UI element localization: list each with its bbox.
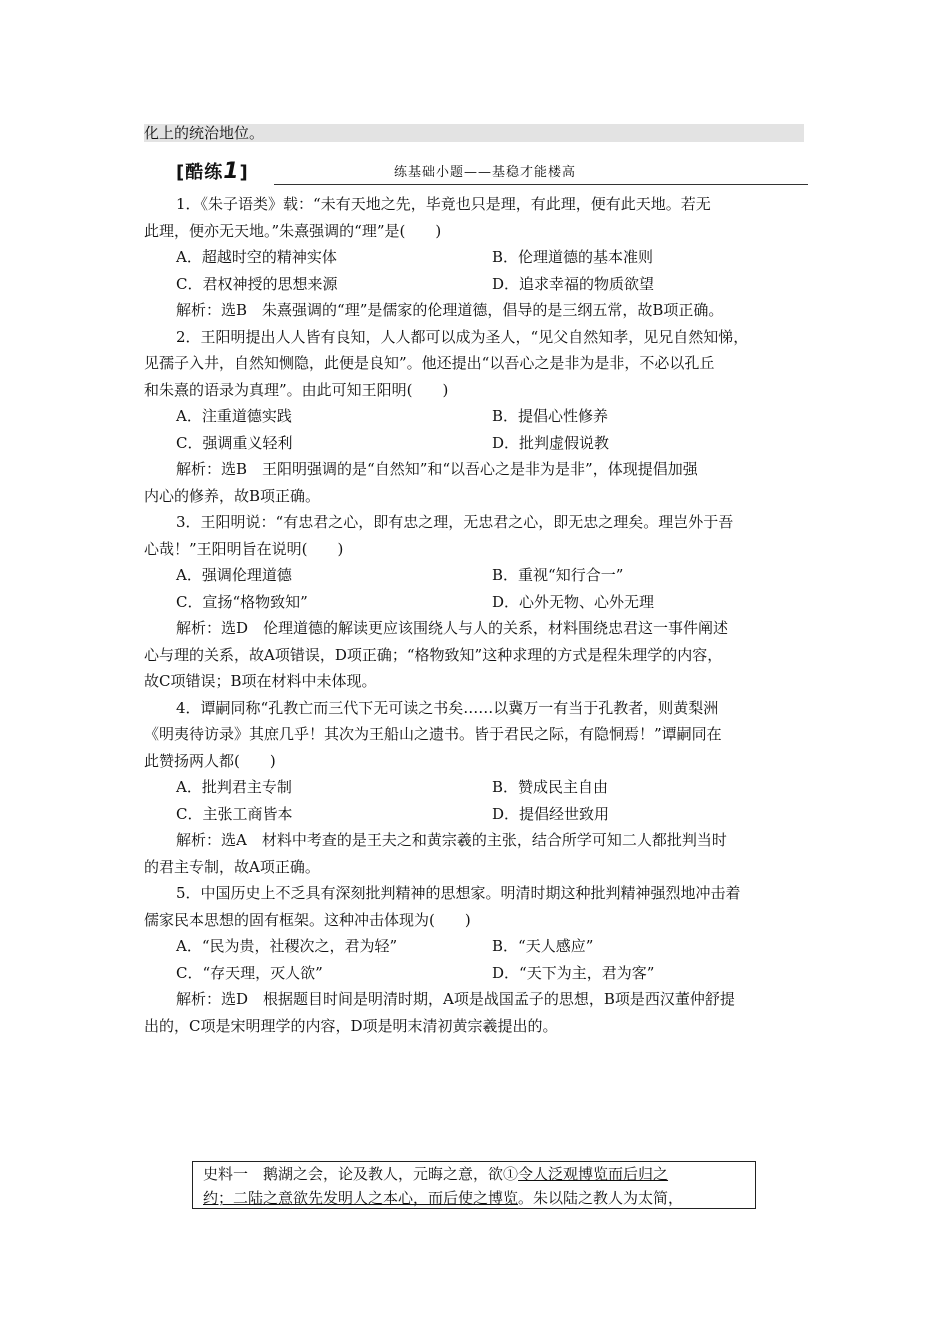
- footnote-marker: ①: [503, 1165, 519, 1183]
- option-a: A．“民为贵，社稷次之，君为轻”: [176, 937, 398, 955]
- analysis-line: 出的，C项是宋明理学的内容，D项是明末清初黄宗羲提出的。: [144, 1016, 558, 1035]
- question-stem-line: 此赞扬两人都( ): [144, 751, 276, 770]
- option-b: B．提倡心性修养: [492, 407, 609, 425]
- question-stem-line: 见孺子入井，自然知恻隐，此便是良知”。他还提出“以吾心之是非为是非，不必以孔丘: [144, 354, 715, 372]
- option-row: [144, 589, 808, 616]
- option-row: [144, 403, 808, 430]
- question-stem-line: 2．王阳明提出人人皆有良知，人人都可以成为圣人，“见父自然知孝，见兄自然知悌，: [176, 327, 749, 346]
- analysis-line: 解析：选D 伦理道德的解读更应该围绕人与人的关系，材料围绕忠君这一事件阐述: [176, 619, 729, 637]
- analysis-line: 解析：选B 朱熹强调的“理”是儒家的伦理道德，倡导的是三纲五常，故B项正确。: [176, 301, 724, 319]
- option-a: A．批判君主专制: [176, 778, 292, 796]
- badge-number: 1: [223, 159, 240, 184]
- option-d: D．心外无物、心外无理: [492, 592, 655, 611]
- source-underlined-text: 令人泛观博览而后归之: [518, 1165, 669, 1183]
- option-row: [144, 430, 808, 457]
- analysis-line: 解析：选A 材料中考查的是王夫之和黄宗羲的主张，结合所学可知二人都批判当时: [176, 831, 727, 849]
- question-stem-line: 儒家民本思想的固有框架。这种冲击体现为( ): [144, 910, 471, 929]
- analysis-line: 故C项错误；B项在材料中未体现。: [144, 672, 377, 690]
- option-b: B．伦理道德的基本准则: [492, 248, 654, 266]
- carryover-text: 化上的统治地位。: [144, 124, 804, 142]
- badge-bracket-right: ]: [239, 162, 249, 183]
- analysis-line: 心与理的关系，故A项错误，D项正确；“格物致知”这种求理的方式是程朱理学的内容，: [144, 645, 723, 664]
- badge-text: 酷练: [185, 162, 224, 183]
- question-stem-line: 3．王阳明说：“有忠君之心，即有忠之理，无忠君之心，即无忠之理矣。理岂外于吾: [176, 513, 734, 531]
- option-c: C．宣扬“格物致知”: [176, 592, 308, 611]
- option-row: [144, 562, 808, 589]
- question-stem-line: 心哉！”王阳明旨在说明( ): [144, 539, 344, 558]
- option-c: C．“存天理，灭人欲”: [176, 963, 323, 982]
- question-stem-line: 1．《朱子语类》载：“未有天地之先，毕竟也只是理，有此理，便有此天地。若无: [176, 195, 711, 213]
- option-d: D．提倡经世致用: [492, 804, 610, 823]
- section-badge: [176, 160, 249, 185]
- option-row: [144, 774, 808, 801]
- source-line: [203, 1162, 755, 1186]
- option-a: A．超越时空的精神实体: [176, 248, 337, 266]
- question-stem-line: 和朱熹的语录为真理”。由此可知王阳明( ): [144, 380, 449, 399]
- header-divider: [274, 184, 808, 185]
- option-row: [144, 960, 808, 987]
- option-a: A．注重道德实践: [176, 407, 292, 425]
- source-underlined-text: 约；二陆之意欲先发明人之本心，而后使之博览: [203, 1189, 519, 1207]
- option-row: [144, 801, 808, 828]
- source-line: [203, 1186, 755, 1210]
- question-stem-line: 此理，便亦无天地。”朱熹强调的“理”是( ): [144, 221, 442, 240]
- badge-bracket-left: [: [176, 162, 186, 183]
- option-d: D．“天下为主，君为客”: [492, 963, 655, 982]
- section-header: [144, 160, 808, 186]
- option-c: C．主张工商皆本: [176, 804, 293, 823]
- source-text: 。朱以陆之教人为太简，: [518, 1189, 684, 1207]
- option-c: C．君权神授的思想来源: [176, 274, 338, 293]
- analysis-line: 解析：选B 王阳明强调的是“自然知”和“以吾心之是非为是非”，体现提倡加强: [176, 460, 698, 478]
- option-row: [144, 933, 808, 960]
- analysis-line: 解析：选D 根据题目时间是明清时期，A项是战国孟子的思想，B项是西汉董仲舒提: [176, 990, 735, 1008]
- question-stem-line: 4．谭嗣同称“孔教亡而三代下无可读之书矣……以冀万一有当于孔教者，则黄梨洲: [176, 698, 719, 717]
- option-d: D．批判虚假说教: [492, 433, 610, 452]
- option-row: [144, 271, 808, 298]
- section-subtitle: 练基础小题——基稳才能楼高: [394, 165, 577, 180]
- option-b: B．重视“知行合一”: [492, 566, 624, 584]
- option-row: [144, 244, 808, 271]
- option-b: B．赞成民主自由: [492, 778, 609, 796]
- option-c: C．强调重义轻利: [176, 433, 293, 452]
- source-material-box: [192, 1161, 756, 1209]
- question-stem-line: 5．中国历史上不乏具有深刻批判精神的思想家。明清时期这种批判精神强烈地冲击着: [176, 884, 741, 902]
- question-stem-line: 《明夷待访录》其庶几乎！其次为王船山之遗书。皆于君民之际，有隐恫焉！”谭嗣同在: [144, 725, 722, 743]
- analysis-line: 内心的修养，故B项正确。: [144, 486, 321, 505]
- source-text: 史料一 鹅湖之会，论及教人，元晦之意，欲: [203, 1165, 504, 1183]
- question-list: [144, 191, 808, 1039]
- option-a: A．强调伦理道德: [176, 566, 292, 584]
- analysis-line: 的君主专制，故A项正确。: [144, 857, 320, 876]
- option-d: D．追求幸福的物质欲望: [492, 274, 655, 293]
- option-b: B．“天人感应”: [492, 937, 594, 955]
